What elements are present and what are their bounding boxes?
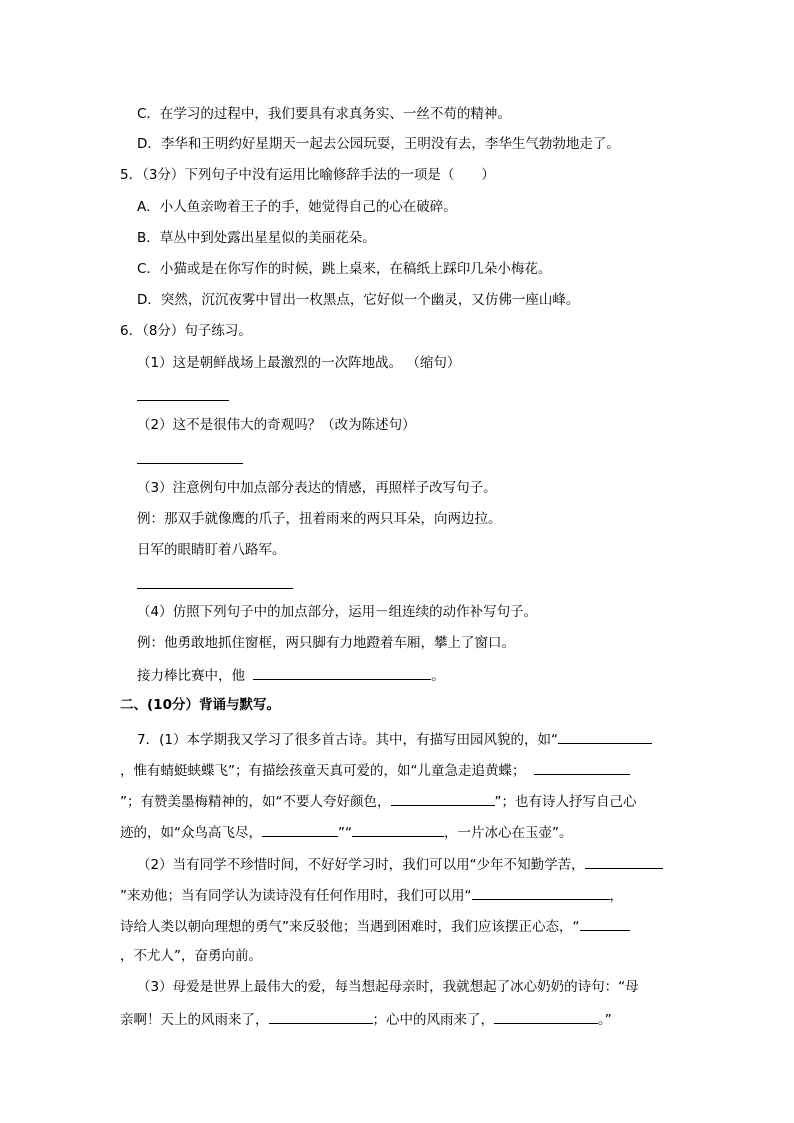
q7-blank-6[interactable] (585, 853, 663, 869)
q5-stem: 5．（3分）下列句子中没有运用比喻修辞手法的一项是（ ） (120, 167, 495, 183)
q6-sub1: （1）这是朝鲜战场上最激烈的一次阵地战。 （缩句） (137, 355, 461, 371)
q7-part1-text3: ”；有赞美墨梅精神的，如“不要人夸好颜色， (120, 794, 391, 810)
q7-part2-text2: ”来劝他；当有同学认为读诗没有任何作用时，我们可以用“ (120, 888, 472, 904)
q6-sub4-example: 例：他勇敢地抓住窗框，两只脚有力地蹬着车厢，攀上了窗口。 (137, 635, 515, 651)
q7-part2-line4: ，不尤人”，奋勇向前。 (120, 948, 262, 964)
q6-sub1-answer-blank[interactable] (137, 400, 229, 401)
q7-blank-10[interactable] (494, 1008, 598, 1024)
q6-sub3-example: 例：那双手就像鹰的爪子，扭着雨来的两只耳朵，向两边拉。 (137, 511, 502, 527)
q7-part1-line3 (120, 790, 637, 812)
q5-option-d: D．突然，沉沉夜雾中冒出一枚黑点，它好似一个幽灵，又仿佛一座山峰。 (137, 292, 580, 308)
q7-part1-line4 (120, 821, 573, 843)
q7-part2-line2 (120, 884, 623, 906)
q4-option-d: D．李华和王明约好星期天一起去公园玩耍，王明没有去，李华生气勃勃地走了。 (137, 136, 620, 152)
q6-sub4: （4）仿照下列句子中的加点部分，运用－组连续的动作补写句子。 (137, 604, 538, 620)
q7-part2-line3 (120, 915, 630, 937)
q6-sub3-answer-blank[interactable] (137, 588, 293, 589)
q7-part1-text4: ”；也有诗人抒写自己心 (494, 794, 637, 810)
q5-option-c: C．小猫或是在你写作的时候，跳上桌来，在稿纸上踩印几朵小梅花。 (137, 261, 552, 277)
q4-option-c: C．在学习的过程中，我们要具有求真务实、一丝不苟的精神。 (137, 106, 511, 122)
q6-sub2: （2）这不是很伟大的奇观吗？（改为陈述句） (137, 417, 416, 433)
q7-part2-text3: ， (609, 888, 623, 904)
q7-part1-line1 (137, 728, 652, 750)
q7-part1-text5: 迹的，如“众鸟高飞尽， (120, 825, 262, 841)
q6-sub4-suffix: 。 (431, 668, 445, 684)
q7-part1-text2: ，惟有蜻蜓蛱蝶飞”；有描绘孩童天真可爱的，如“儿童急走追黄蝶； (120, 763, 526, 779)
q6-sub3-sentence: 日军的眼睛盯着八路军。 (137, 542, 286, 558)
q7-part3-line1: （3）母爱是世界上最伟大的爱，每当想起母亲时，我就想起了冰心奶奶的诗句：“母 (137, 979, 639, 995)
q6-sub4-answer-blank[interactable] (253, 664, 431, 680)
q7-part1-text7: ，一片冰心在玉壶”。 (444, 825, 573, 841)
q6-sub4-prefix: 接力棒比赛中，他 (137, 668, 245, 684)
q5-option-b: B．草丛中到处露出星星似的美丽花朵。 (137, 230, 376, 246)
q7-part1-text6: ”“ (338, 825, 352, 841)
q7-part1-line2 (120, 759, 630, 781)
q7-part2-text4: 诗给人类以朝向理想的勇气”来反驳他；当遇到困难时，我们应该摆正心态，“ (120, 919, 580, 935)
q6-sub3: （3）注意例句中加点部分表达的情感，再照样子改写句子。 (137, 480, 497, 496)
q7-part1-text1: 7．(1）本学期我又学习了很多首古诗。其中，有描写田园风貌的，如“ (137, 732, 558, 748)
q7-blank-4[interactable] (262, 821, 338, 837)
q6-sub4-sentence (137, 664, 445, 686)
q7-part2-text1: （2）当有同学不珍惜时间，不好好学习时，我们可以用“少年不知勤学苦， (137, 857, 585, 873)
q7-part2-line1 (137, 853, 663, 875)
q7-blank-3[interactable] (391, 790, 495, 806)
q7-blank-8[interactable] (580, 915, 630, 931)
q7-blank-9[interactable] (269, 1008, 373, 1024)
q7-part3-line2 (120, 1008, 612, 1030)
q7-part3-text2: ；心中的风雨来了， (372, 1012, 494, 1028)
q7-blank-2[interactable] (534, 759, 630, 775)
q7-blank-5[interactable] (352, 821, 444, 837)
q5-option-a: A．小人鱼亲吻着王子的手，她觉得自己的心在破碎。 (137, 199, 457, 215)
q7-part3-text3: 。” (598, 1012, 612, 1028)
q7-blank-7[interactable] (472, 884, 610, 900)
q7-part3-text1: 亲啊！天上的风雨来了， (120, 1012, 269, 1028)
q7-blank-1[interactable] (558, 728, 652, 744)
q6-sub2-answer-blank[interactable] (137, 463, 243, 464)
section-2-title: 二、(10分）背诵与默写。 (120, 697, 280, 713)
q6-stem: 6．（8分）句子练习。 (120, 323, 252, 339)
